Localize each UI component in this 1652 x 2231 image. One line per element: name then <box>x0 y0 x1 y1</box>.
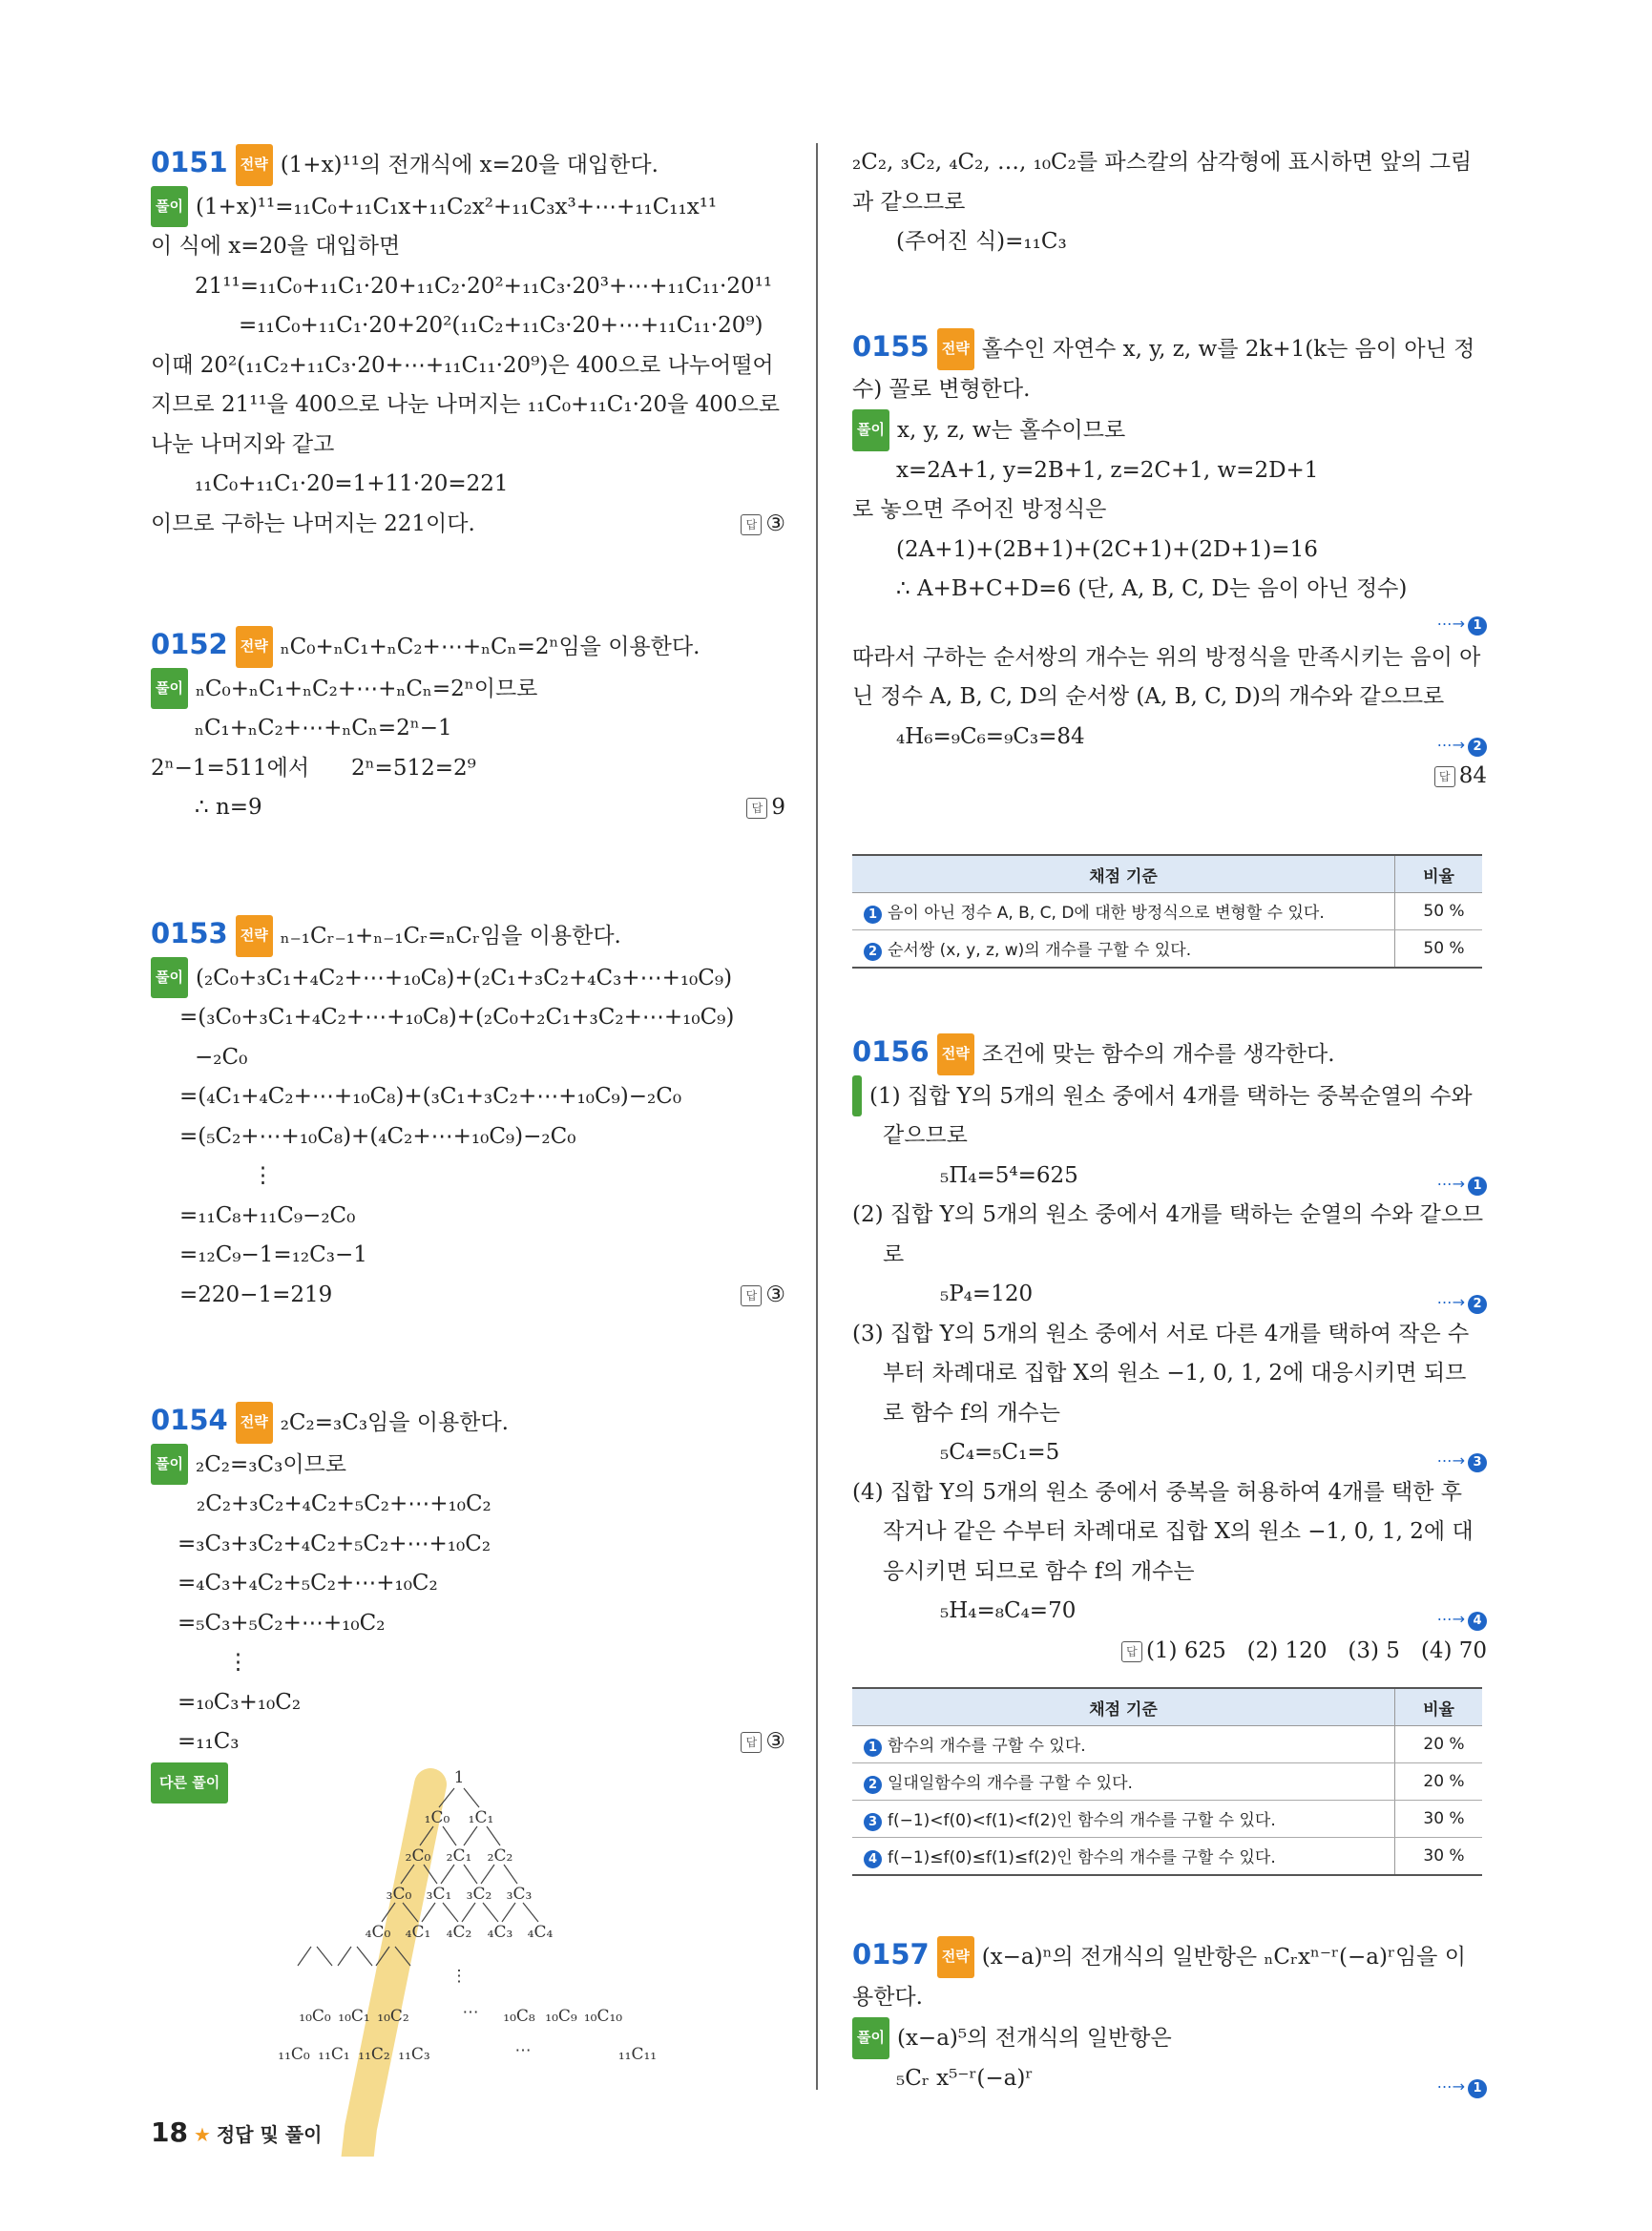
solution-paragraph: (4) 집합 Y의 5개의 원소 중에서 중복을 허용하여 4개를 택한 후 작거나 같은 수부터 차례대로 집합 X의 원소 −1, 0, 1, 2에 대응시키면 되므로 함수 f의 개수는 <box>852 1479 1474 1584</box>
step-number-icon: 1 <box>1468 2079 1487 2098</box>
strategy-tag: 전략 <box>236 144 273 186</box>
solution-line: =₄C₃+₄C₂+₅C₂+⋯+₁₀C₂ <box>178 1571 438 1595</box>
solution-line: ₄H₆=₉C₆=₉C₃=84 <box>896 723 1085 749</box>
table-header: 채점 기준 <box>852 1688 1395 1726</box>
criterion-ratio: 50 % <box>1395 893 1483 930</box>
solution-line: =(₅C₂+⋯+₁₀C₈)+(₄C₂+⋯+₁₀C₉)−₂C₀ <box>179 1123 576 1149</box>
criterion-ratio: 50 % <box>1395 930 1483 969</box>
pascal-entry: ₁C₁ <box>468 1808 494 1827</box>
step-number-icon: 1 <box>864 1739 882 1757</box>
solution-paragraph: ₂C₂, ₃C₂, ₄C₂, …, ₁₀C₂를 파스칼의 삼각형에 표시하면 앞의 그림과 같으므로 <box>852 150 1473 215</box>
solution-line: ₙC₁+ₙC₂+⋯+ₙCₙ=2ⁿ−1 <box>195 716 452 740</box>
step-number-icon: 1 <box>1468 616 1487 636</box>
solution-line: ₁₁C₀+₁₁C₁·20=1+11·20=221 <box>195 471 509 496</box>
problem-number: 0153 <box>151 917 228 949</box>
solution-line: ₅Π₄=5⁴=625 <box>940 1162 1078 1188</box>
pascal-entry: ₃C₁ <box>426 1885 452 1904</box>
column-divider <box>816 143 818 2090</box>
answer <box>1434 757 1487 797</box>
table-row <box>852 930 1482 969</box>
answer-mark-icon: 답 <box>741 1285 762 1306</box>
answer <box>1121 1632 1487 1672</box>
criterion-text: 함수의 개수를 구할 수 있다. <box>888 1737 1086 1756</box>
answer-value: ③ <box>765 1729 785 1754</box>
answer <box>741 505 785 545</box>
solution-line: 이 식에 x=20을 대입하면 <box>151 234 401 259</box>
highlight-band <box>356 1784 430 2157</box>
criterion-ratio: 20 % <box>1395 1726 1483 1763</box>
solution-tag: 풀이 <box>852 409 889 451</box>
pascal-entry: ₄C₂ <box>446 1923 472 1942</box>
problem-number: 0157 <box>852 1938 930 1970</box>
criterion-text: f(−1)≤f(0)≤f(1)≤f(2)인 함수의 개수를 구할 수 있다. <box>888 1848 1276 1867</box>
vdots: ⋮ <box>252 1163 274 1188</box>
answer-mark-icon: 답 <box>741 1732 762 1753</box>
solution-line: 로 놓으면 주어진 방정식은 <box>852 497 1107 522</box>
answer-mark-icon: 답 <box>1434 766 1455 787</box>
criterion-ratio: 30 % <box>1395 1838 1483 1876</box>
strategy-text: 조건에 맞는 함수의 개수를 생각한다. <box>981 1042 1335 1067</box>
problem-0154-continued <box>852 143 1487 262</box>
alternate-solution-tag: 다른 풀이 <box>151 1762 228 1804</box>
solution-line: (x−a)⁵의 전개식의 일반항은 <box>896 2026 1172 2051</box>
pascal-entry: ₁₀C₉ <box>545 2007 577 2026</box>
pascal-entry: ₄C₁ <box>405 1923 431 1942</box>
strategy-text: ₂C₂=₃C₃임을 이용한다. <box>280 1410 509 1435</box>
strategy-text: (x−a)ⁿ의 전개식의 일반항은 ₙCᵣxⁿ⁻ʳ(−a)ʳ임을 이용한다. <box>852 1945 1466 2010</box>
solution-paragraph: 이때 20²(₁₁C₂+₁₁C₃·20+⋯+₁₁C₁₁·20⁹)은 400으로 나누어떨어지므로 21¹¹을 400으로 나눈 나머지는 ₁₁C₀+₁₁C₁·20을 400으로 나눈 나머지와 같고 <box>151 352 781 457</box>
solution-line: =(₄C₁+₄C₂+⋯+₁₀C₈)+(₃C₁+₃C₂+⋯+₁₀C₉)−₂C₀ <box>179 1084 682 1109</box>
problem-0151 <box>151 143 785 544</box>
pascal-entry: ₁₁C₁ <box>318 2045 350 2064</box>
step-number-icon: 3 <box>864 1813 882 1831</box>
solution-line: =₅C₃+₅C₂+⋯+₁₀C₂ <box>178 1610 386 1636</box>
step-number-icon: 2 <box>1468 738 1487 757</box>
solution-paragraph: (1) 집합 Y의 5개의 원소 중에서 4개를 택하는 중복순열의 수와 같으므로 <box>869 1083 1473 1148</box>
solution-line: ∴ A+B+C+D=6 (단, A, B, C, D는 음이 아닌 정수) <box>896 576 1408 601</box>
solution-tag: 풀이 <box>151 1444 188 1486</box>
table-header: 채점 기준 <box>852 855 1395 893</box>
pascal-entry: ₁₀C₁ <box>338 2007 370 2026</box>
criterion-text: f(−1)<f(0)<f(1)<f(2)인 함수의 개수를 구할 수 있다. <box>888 1811 1276 1830</box>
problem-number: 0152 <box>151 628 228 660</box>
step-marker: ⋯→ 1 <box>1437 1164 1487 1204</box>
answer <box>741 1276 785 1316</box>
table-row <box>852 1801 1482 1838</box>
answer-value: 84 <box>1458 763 1487 788</box>
solution-line: ∴ n=9 <box>195 795 262 820</box>
pascal-entry: ₁₀C₈ <box>503 2007 535 2026</box>
pascal-entry: ₁₀C₂ <box>377 2007 409 2026</box>
solution-tag: 풀이 <box>151 668 188 710</box>
answer-value: 9 <box>771 795 785 820</box>
step-marker: ⋯→ 1 <box>1437 2067 1487 2107</box>
strategy-tag: 전략 <box>236 626 273 668</box>
answer-mark-icon: 답 <box>741 514 762 535</box>
solution-line: =₁₁C₈+₁₁C₉−₂C₀ <box>179 1202 356 1228</box>
solution-line: =(₃C₀+₃C₁+₄C₂+⋯+₁₀C₈)+(₂C₀+₂C₁+₃C₂+⋯+₁₀C₉) <box>179 1005 735 1030</box>
step-number-icon: 1 <box>1468 1177 1487 1196</box>
strategy-tag: 전략 <box>937 1033 974 1075</box>
pascal-entry: 1 <box>453 1768 465 1787</box>
scoring-table-0155 <box>852 854 1482 969</box>
step-marker: ⋯→ 1 <box>1437 604 1487 644</box>
solution-line: −₂C₀ <box>195 1044 248 1070</box>
solution-line: =₃C₃+₃C₂+₄C₂+₅C₂+⋯+₁₀C₂ <box>178 1531 491 1556</box>
solution-line: ₙC₀+ₙC₁+ₙC₂+⋯+ₙCₙ=2ⁿ이므로 <box>195 676 538 701</box>
criterion-text: 일대일함수의 개수를 구할 수 있다. <box>888 1774 1133 1793</box>
problem-0153 <box>151 914 785 1315</box>
solution-paragraph: (2) 집합 Y의 5개의 원소 중에서 4개를 택하는 순열의 수와 같으므로 <box>852 1202 1484 1267</box>
step-number-icon: 2 <box>864 1776 882 1794</box>
pascal-entry: ₁₁C₃ <box>398 2045 430 2064</box>
step-number-icon: 2 <box>864 943 882 961</box>
solution-line: =₁₂C₉−1=₁₂C₃−1 <box>179 1242 367 1267</box>
solution-line: 21¹¹=₁₁C₀+₁₁C₁·20+₁₁C₂·20²+₁₁C₃·20³+⋯+₁₁C₁₁·20¹¹ <box>195 273 773 299</box>
problem-number: 0151 <box>151 146 228 178</box>
step-marker: ⋯→ 4 <box>1437 1599 1487 1639</box>
pascal-entry: ₁₀C₁₀ <box>583 2007 623 2026</box>
solution-line: ₅C₄=₅C₁=5 <box>940 1440 1060 1465</box>
solution-tag: 풀이 <box>151 957 188 999</box>
strategy-tag: 전략 <box>937 1936 974 1978</box>
pascal-entry: ₃C₃ <box>506 1885 533 1904</box>
criterion-ratio: 20 % <box>1395 1763 1483 1801</box>
step-number-icon: 1 <box>864 906 882 924</box>
problem-0157 <box>852 1935 1487 2098</box>
solution-paragraph: (3) 집합 Y의 5개의 원소 중에서 서로 다른 4개를 택하여 작은 수부터 차례대로 집합 X의 원소 −1, 0, 1, 2에 대응시키면 되므로 함수 f의 개수는 <box>852 1321 1470 1426</box>
solution-line: =₁₀C₃+₁₀C₂ <box>178 1689 302 1715</box>
solution-line: (2A+1)+(2B+1)+(2C+1)+(2D+1)=16 <box>896 536 1318 562</box>
pascal-ellipsis: ⋯ <box>514 2041 532 2060</box>
solution-line: ₅H₄=₈C₄=70 <box>940 1598 1077 1623</box>
pascal-entry: ₁₀C₀ <box>299 2007 331 2026</box>
scoring-table-0156 <box>852 1687 1482 1876</box>
pascal-entry: ₄C₀ <box>365 1923 391 1942</box>
answer-value: ③ <box>765 511 785 536</box>
solution-line: x, y, z, w는 홀수이므로 <box>896 418 1126 443</box>
problem-number: 0154 <box>151 1404 228 1436</box>
table-header: 비율 <box>1395 1688 1483 1726</box>
solution-line: x=2A+1, y=2B+1, z=2C+1, w=2D+1 <box>896 457 1319 483</box>
step-marker: ⋯→ 2 <box>1437 1282 1487 1323</box>
problem-0152 <box>151 625 785 828</box>
step-number-icon: 4 <box>864 1850 882 1868</box>
answer-mark-icon: 답 <box>746 798 767 819</box>
solution-line: ₅Cᵣ x⁵⁻ʳ(−a)ʳ <box>896 2065 1034 2091</box>
answer-value: (1) 625 (2) 120 (3) 5 (4) 70 <box>1145 1637 1487 1663</box>
page-number: 18 <box>151 2116 188 2148</box>
pascal-entry: ₁C₀ <box>424 1808 450 1827</box>
step-number-icon: 2 <box>1468 1295 1487 1314</box>
answer-mark-icon: 답 <box>1121 1641 1142 1662</box>
solution-paragraph: 따라서 구하는 순서쌍의 개수는 위의 방정식을 만족시키는 음이 아닌 정수 A, B, C, D의 순서쌍 (A, B, C, D)의 개수와 같으므로 <box>852 644 1481 709</box>
star-icon: ★ <box>193 2123 211 2146</box>
step-marker: ⋯→ 2 <box>1437 725 1487 765</box>
solution-line: (1+x)¹¹=₁₁C₀+₁₁C₁x+₁₁C₂x²+₁₁C₃x³+⋯+₁₁C₁₁x¹¹ <box>195 194 718 219</box>
solution-line: =₁₁C₃ <box>178 1729 240 1754</box>
solution-tag: 풀이 <box>852 2017 889 2059</box>
strategy-text: 홀수인 자연수 x, y, z, w를 2k+1(k는 음이 아닌 정수) 꼴로 변형한다. <box>852 337 1475 402</box>
strategy-text: (1+x)¹¹의 전개식에 x=20을 대입한다. <box>280 153 659 177</box>
pascal-vdots: ⋮ <box>450 1967 468 1986</box>
answer <box>746 788 785 828</box>
step-number-icon: 4 <box>1468 1612 1487 1631</box>
solution-line: ₂C₂=₃C₃이므로 <box>195 1451 346 1477</box>
pascal-entry: ₂C₂ <box>487 1846 513 1866</box>
pascal-ellipsis: ⋯ <box>462 2003 479 2022</box>
footer-title: 정답 및 풀이 <box>216 2123 323 2146</box>
answer-value: ③ <box>765 1282 785 1307</box>
table-row <box>852 1838 1482 1876</box>
solution-tag: 풀이 <box>151 186 188 228</box>
pascal-entry: ₁₁C₀ <box>278 2045 310 2064</box>
pascal-entry: ₁₁C₁₁ <box>617 2045 658 2064</box>
solution-line: (₂C₀+₃C₁+₄C₂+⋯+₁₀C₈)+(₂C₁+₃C₂+₄C₃+⋯+₁₀C₉) <box>195 965 733 990</box>
step-number-icon: 3 <box>1468 1453 1487 1472</box>
criterion-text: 음이 아닌 정수 A, B, C, D에 대한 방정식으로 변형할 수 있다. <box>888 904 1325 923</box>
problem-number: 0156 <box>852 1035 930 1068</box>
vdots: ⋮ <box>227 1650 249 1675</box>
solution-line: ₅P₄=120 <box>940 1282 1034 1306</box>
pascal-entry: ₄C₃ <box>487 1923 513 1942</box>
solution-line: =220−1=219 <box>179 1282 333 1307</box>
pascal-triangle-figure <box>151 1765 785 2157</box>
pascal-entry: ₂C₁ <box>446 1846 472 1866</box>
solution-line: =₁₁C₀+₁₁C₁·20+20²(₁₁C₂+₁₁C₃·20+⋯+₁₁C₁₁·20⁹) <box>239 313 763 338</box>
solution-line: ₂C₂+₃C₂+₄C₂+₅C₂+⋯+₁₀C₂ <box>197 1491 491 1516</box>
strategy-text: ₙC₀+ₙC₁+ₙC₂+⋯+ₙCₙ=2ⁿ임을 이용한다. <box>280 635 701 659</box>
strategy-tag: 전략 <box>937 328 974 370</box>
strategy-tag: 전략 <box>236 1402 273 1444</box>
problem-0156 <box>826 1032 1487 1663</box>
answer <box>741 1722 785 1762</box>
problem-number: 0155 <box>852 330 930 363</box>
solution-line: 이므로 구하는 나머지는 221이다. <box>151 511 475 536</box>
strategy-tag: 전략 <box>236 915 273 957</box>
criterion-text: 순서쌍 (x, y, z, w)의 개수를 구할 수 있다. <box>888 941 1192 960</box>
solution-line: (주어진 식)=₁₁C₃ <box>896 229 1067 254</box>
table-row <box>852 893 1482 930</box>
pascal-entry: ₃C₀ <box>386 1885 412 1904</box>
pascal-entry: ₃C₂ <box>466 1885 492 1904</box>
pascal-entry: ₁₁C₂ <box>358 2045 390 2064</box>
table-row <box>852 1763 1482 1801</box>
solution-line: 2ⁿ−1=511에서 2ⁿ=512=2⁹ <box>151 755 476 781</box>
pascal-entry: ₂C₀ <box>405 1846 431 1866</box>
table-row <box>852 1726 1482 1763</box>
problem-0154 <box>151 1401 785 1804</box>
step-marker: ⋯→ 3 <box>1437 1441 1487 1481</box>
criterion-ratio: 30 % <box>1395 1801 1483 1838</box>
page-footer <box>151 2116 322 2148</box>
strategy-text: ₙ₋₁Cᵣ₋₁+ₙ₋₁Cᵣ=ₙCᵣ임을 이용한다. <box>280 924 621 949</box>
solution-tag: 풀이 <box>852 1075 862 1117</box>
table-header: 비율 <box>1395 855 1483 893</box>
pascal-entry: ₄C₄ <box>527 1923 554 1942</box>
problem-0155 <box>852 327 1487 788</box>
